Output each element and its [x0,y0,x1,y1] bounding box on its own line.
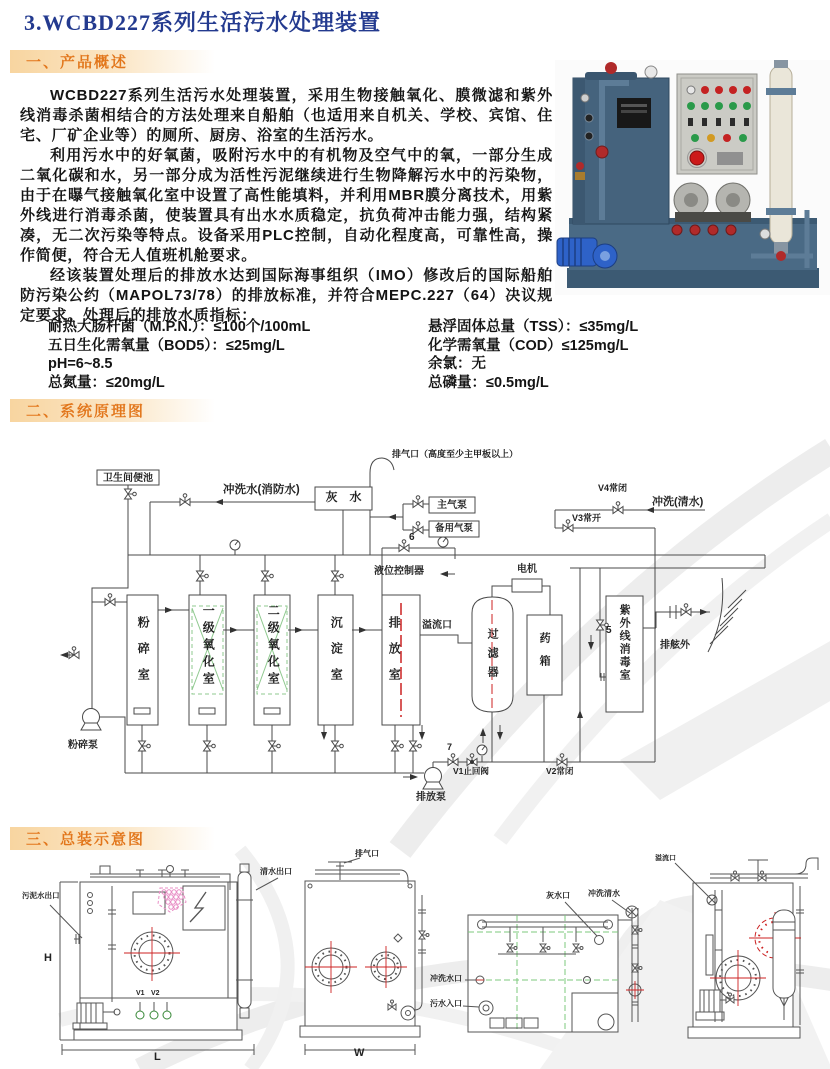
section-heading-assembly [10,827,215,850]
label-v1-check-valve: V1止回阀 [453,766,489,776]
assembly-view-back [675,858,818,1038]
label-tank-sedimentation: 沉淀室 [329,616,344,694]
label-exhaust-port: 排气口 [355,849,379,858]
label-v4: V4常闭 [598,483,628,493]
indicator-tss: 悬浮固体总量（TSS）：≤35mg/L [428,319,639,335]
indicator-list-left [48,318,310,392]
label-medicine-box: 药箱 [538,632,551,678]
label-tank-discharge: 排放室 [387,616,402,694]
label-v3: V3常开 [572,513,602,523]
label-motor: 电机 [517,564,537,575]
label-dimension-h: H [44,952,52,964]
label-sewage-inlet: 污水入口 [430,999,462,1008]
label-grey-water: 灰 水 [325,490,362,504]
indicator-total-nitrogen: 总氮量：≤20mg/L [48,374,165,391]
label-toilet: 卫生间便池 [103,473,153,484]
schematic-diagram [10,428,820,820]
overview-paragraph-2: 利用污水中的好氧菌，吸附污水中的有机物及空气中的氧，一部分生成二氧化碳和水，另一部分成为活性污泥继续进行生物降解污水中的污染物，由于在曝气接触氧化室中设置了高性能填料，并利用MBR膜分离技术，用紫外线进行消毒杀菌，使装置具有出水水质稳定，抗负荷冲击能力强，结构紧凑，无二次污染等特点。设备采用PLC控制，自动化程度高，可靠性高，操作简便，符合无人值班机舱要求。 [20,147,553,264]
indicator-bod5: 五日生化需氧量（BOD5）：≤25mg/L [48,337,285,354]
indicator-cod: 化学需氧量（COD）≤125mg/L [428,337,629,354]
indicator-ph: pH=6~8.5 [48,356,113,372]
assembly-view-top [463,900,644,1032]
label-uv-room: 紫外线消毒室 [618,604,631,682]
label-vent: 排气口（高度至少主甲板以上） [392,449,519,459]
section-heading-schematic [10,399,215,422]
label-discharge-pump: 排放泵 [416,792,446,803]
label-flush-fire-water: 冲洗水(消防水) [223,484,300,496]
label-overflow-port: 溢流口 [422,620,452,631]
indicator-list-right [428,318,638,392]
label-dimension-w: W [354,1047,365,1059]
page-title: 3.WCBD227系列生活污水处理装置 [24,10,381,35]
label-clean-water-outlet: 清水出口 [260,867,292,876]
overview-paragraphs [20,86,553,326]
label-filter: 过滤器 [486,628,499,685]
label-flush-clean-water: 冲洗清水 [588,889,620,898]
label-v2: V2常闭 [546,766,574,776]
label-5: 5 [606,625,612,636]
product-photo [555,60,830,295]
indicator-chlorine: 余氯：无 [428,356,486,372]
label-crush-pump: 粉碎泵 [68,740,98,751]
indicator-mpn: 耐热大肠杆菌（M.P.N.）：≤100个/100mL [48,319,311,335]
section-heading-overview-text: 一、产品概述 [26,54,129,71]
section-heading-overview [10,50,215,73]
label-v1-valve: V1 [136,990,145,997]
label-6: 6 [409,532,415,543]
valve-icons [69,489,691,766]
label-tank-crush: 粉碎室 [136,616,151,694]
label-sludge-water-outlet: 污泥水出口 [22,891,60,900]
label-v2-valve: V2 [151,990,160,997]
label-tank-oxidation-2: 二级氧化室 [266,604,281,689]
label-overflow-port: 溢流口 [655,855,676,862]
indicator-phosphorus: 总磷量：≤0.5mg/L [428,374,549,391]
section-heading-assembly-text: 三、总装示意图 [26,831,146,848]
label-main-air-pump: 主气泵 [437,500,467,511]
schematic-boxes [97,470,643,712]
label-flush-water-port: 冲洗水口 [430,974,462,983]
label-overboard: 排舷外 [660,640,690,651]
label-backup-air-pump: 备用气泵 [434,523,473,534]
overview-paragraph-3: 经该装置处理后的排放水达到国际海事组织（IMO）修改后的国际船舶防污染公约（MAPOL73/78）的排放标准，并符合MEPC.227（64）决议规定要求。处理后的排放水质指标： [20,267,553,324]
section-heading-schematic-text: 二、系统原理图 [26,403,146,420]
assembly-view-front [50,864,278,1055]
label-grey-water-port: 灰水口 [546,891,570,900]
label-dimension-l: L [154,1051,161,1063]
assembly-diagram [20,850,820,1069]
label-level-controller: 液位控制器 [374,566,424,577]
overview-paragraph-1: WCBD227系列生活污水处理装置，采用生物接触氧化、膜微滤和紫外线消毒杀菌相结合的方法处理来自船舶（也适用来自机关、学校、宾馆、住宅、厂矿企业等）的厕所、厨房、浴室的生活污水。 [20,87,553,144]
label-tank-oxidation-1: 一级氧化室 [201,604,216,689]
label-7: 7 [447,742,453,752]
label-flush-clean-water: 冲洗(清水) [652,496,704,508]
assembly-view-side [300,858,429,1055]
